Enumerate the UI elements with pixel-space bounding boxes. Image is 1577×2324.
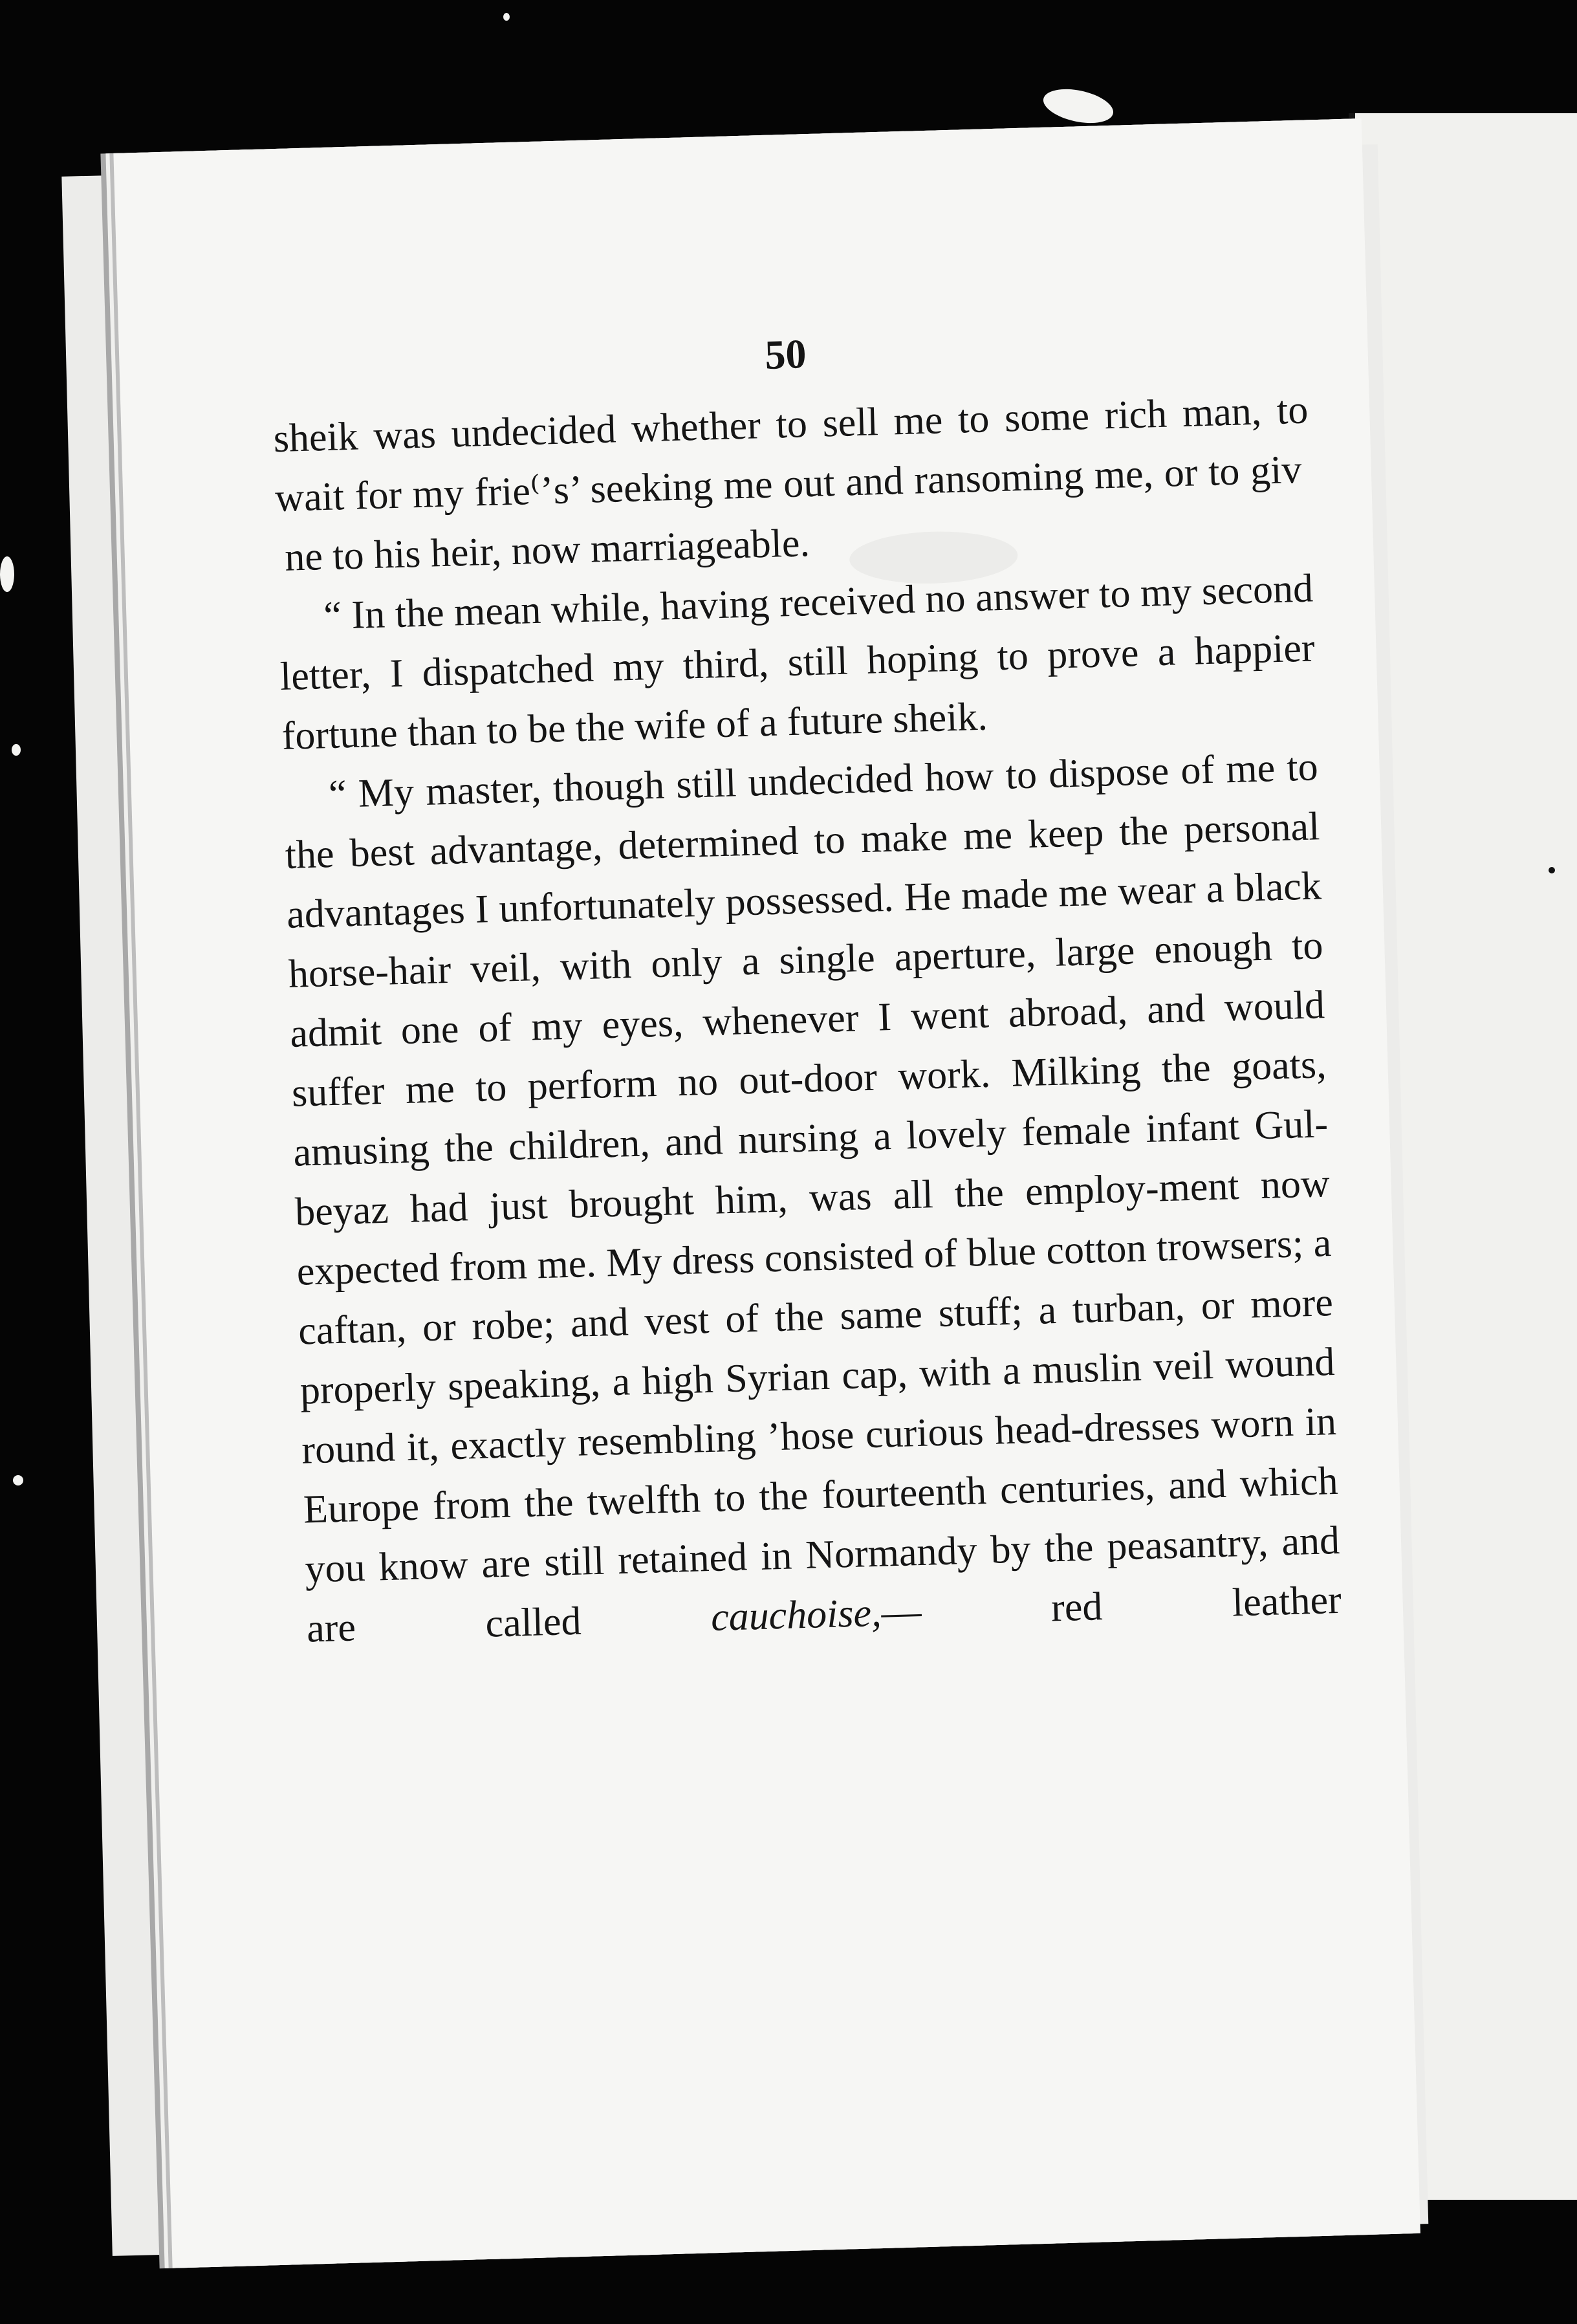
page-number: 50 [764,331,807,378]
paragraph-3-text: “ My master, though still undecided how to dispose of me to the best advantage, determined to make me keep the personal advantages I unfortunately possessed. He made me wear a black horse-hair veil, with only a single aperture, large enough to admit one of my eyes, whenever I went abroad, and would suffer me to perform no out-door work. Milking the goats, amusing the children, and nursing a lovely female infant Gul-beyaz had just brought him, was all the employ-ment now expected from me. My dress consisted of blue cotton trowsers; a caftan, or robe; and vest of the same stuff; a turban, or more properly speaking, a high Syrian cap, with a muslin veil wound round it, exactly resembling ʼhose curious head-dresses worn in Europe from the twelfth to the fourteenth centuries, and which you know are still retained in Normandy by the peasantry, and are called [284,745,1340,1651]
page-text [271,314,1342,1659]
paragraph-1: sheik was undecided whether to sell me to some rich man, to wait for my frie⁽ʼs’ seeking me out and ransoming me, or to giv ne to his heir, now marriageable. [272,388,1311,580]
paper-fleck [1040,83,1116,129]
scan-speck [13,1475,23,1485]
book-page [113,118,1420,2268]
scan-speck [12,744,21,756]
paragraph-3-tail: — red leather [880,1577,1342,1635]
scan-speck [1549,867,1555,873]
italic-term: cauchoise, [710,1590,882,1640]
scan-speck [0,556,14,592]
paragraph-2: “ In the mean while, having received no answer to my second letter, I dispatched my third, still hoping to prove a happier fortune than to be the wife of a future sheik. [279,566,1316,759]
scan-speck [503,13,510,21]
paragraph-3 [283,737,1342,1658]
